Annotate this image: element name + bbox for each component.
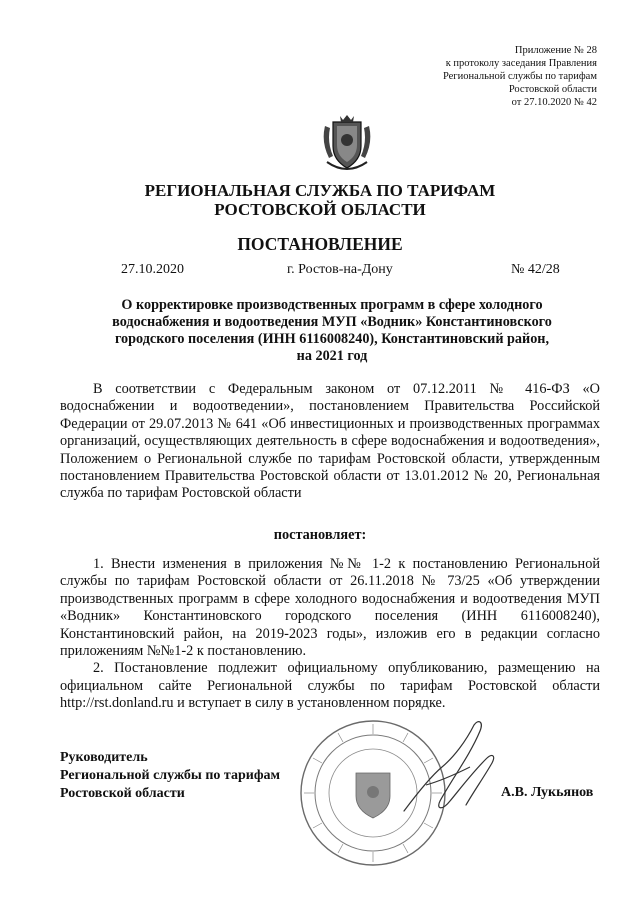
resolves-heading: постановляет: [273,527,367,543]
document-number: № 42/28 [511,262,560,277]
signer-name: А.В. Лукьянов [501,785,594,800]
handwritten-signature-icon [396,715,506,825]
org-title-line: РОСТОВСКОЙ ОБЛАСТИ [214,200,426,219]
org-title-line: РЕГИОНАЛЬНАЯ СЛУЖБА ПО ТАРИФАМ [144,181,496,200]
document-city: г. Ростов-на-Дону [287,262,393,277]
appendix-line: Приложение № 28 [514,45,597,56]
document-date: 27.10.2020 [121,262,184,277]
signer-title-line: Руководитель [60,750,148,765]
document-subject: О корректировке производственных программ в сфере холодного водоснабжения и водоотведения МУП «Водник» Константиновского городского поселения (ИНН 6116008240), Константиновский район, на 2021 год [112,297,552,364]
appendix-line: от 27.10.2020 № 42 [511,97,597,108]
signer-title-line: Региональной службы по тарифам [60,768,281,783]
organization-title [70,181,570,219]
appendix-note [337,44,597,109]
resolution-items [60,556,600,713]
coat-of-arms-icon [319,112,375,176]
appendix-line: Ростовской области [508,84,597,95]
resolution-item: 2. Постановление подлежит официальному опубликованию, размещению на официальном сайте Региональной службы по тарифам Ростовской области http://rst.donland.ru и вступает в силу в установленном порядке. [60,660,600,712]
signer-title-line: Ростовской области [60,786,185,801]
signer-title [60,749,280,803]
document-type: ПОСТАНОВЛЕНИЕ [237,234,403,254]
preamble-paragraph: В соответствии с Федеральным законом от 07.12.2011 № 416-ФЗ «О водоснабжении и водоотведении», постановлением Правительства Российской Федерации от 29.07.2013 № 641 «Об инвестиционных и производственных программах организаций, осуществляющих деятельность в сфере водоснабжения и водоотведения», Положением о Региональной службе по тарифам Ростовской области, утвержденным постановлением Правительства Ростовской области от 13.01.2012 № 20, Региональная служба по тарифам Ростовской области [60,381,600,502]
appendix-line: Региональной службы по тарифам [442,71,597,82]
resolution-item: 1. Внести изменения в приложения №№ 1-2 к постановлению Региональной службы по тарифам Ростовской области от 26.11.2018 № 73/25 «Об утверждении производственных программ в сфере холодного водоснабжения и водоотведения МУП «Водник» Константиновского городского поселения (ИНН 6116008240), Константиновский район, на 2019-2023 годы», изложив его в редакции согласно приложениям №№1-2 к постановлению. [60,556,600,660]
appendix-line: к протоколу заседания Правления [445,58,597,69]
